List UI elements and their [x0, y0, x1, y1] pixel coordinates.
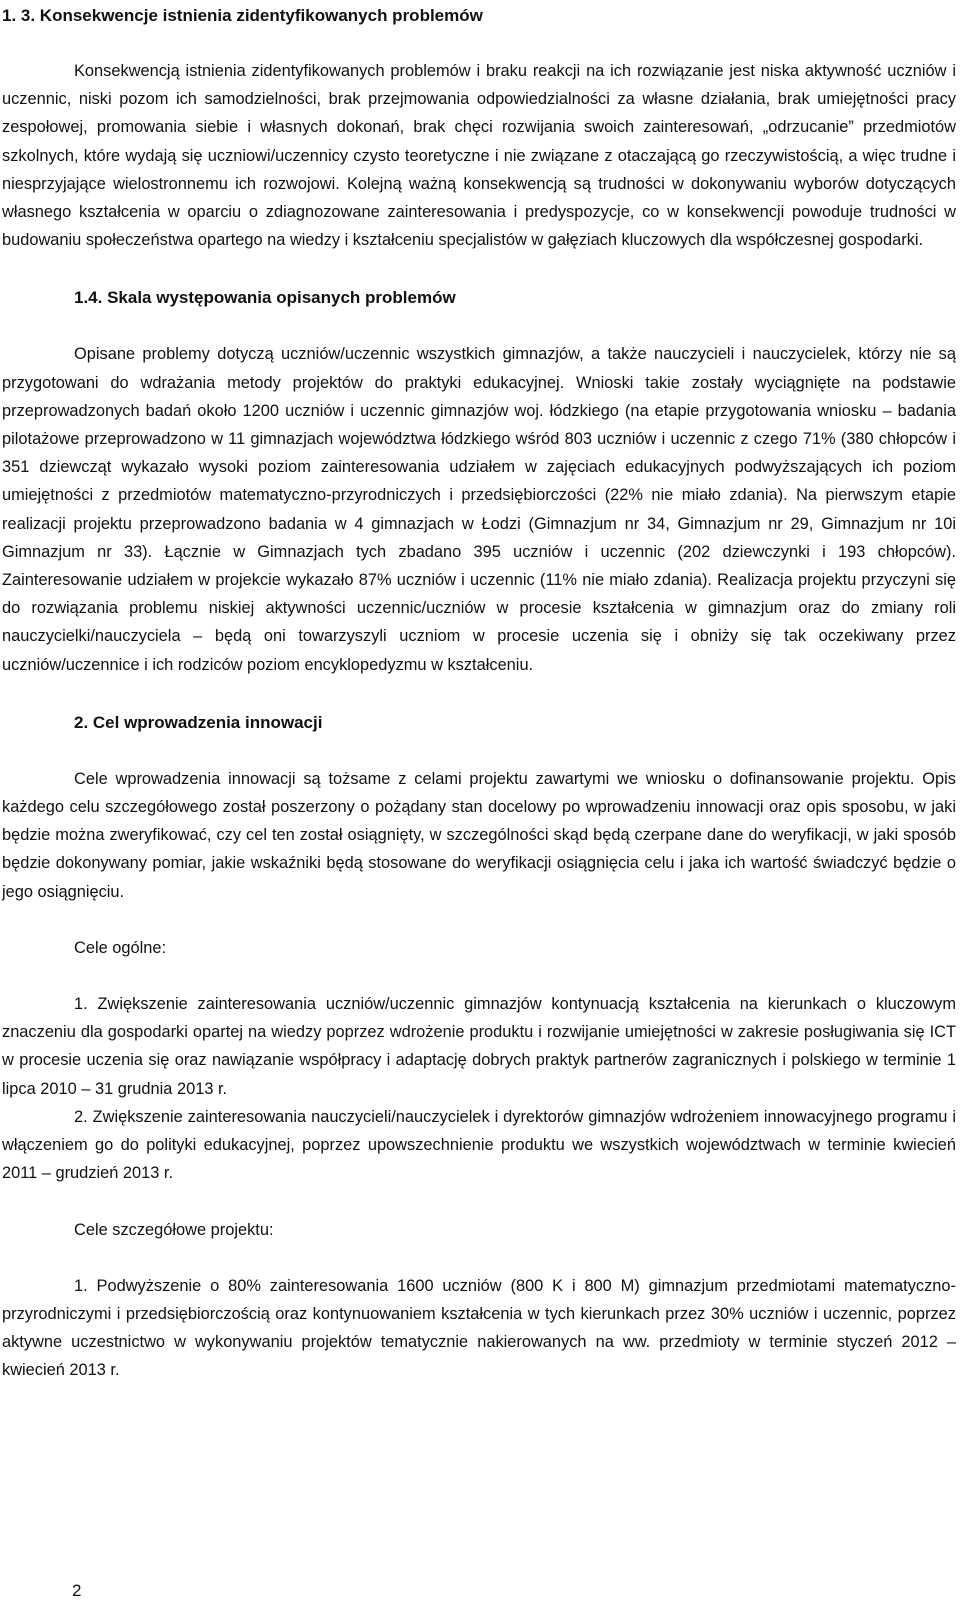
- section-paragraph-2: Cele wprowadzenia innowacji są tożsame z celami projektu zawartymi we wniosku o dofinansowanie projektu. Opis każdego celu szczegółowego został poszerzony o pożądany stan docelowy po wprowadzeniu innowacji oraz opis sposobu, w jaki będzie można zweryfikować, czy cel ten został osiągnięty, w szczególności skąd będą czerpane dane do weryfikacji, w jaki sposób będzie dokonywany pomiar, jakie wskaźniki będą stosowane do weryfikacji osiągnięcia celu i jaka ich wartość świadczyć będzie o jego osiągnięciu.: [2, 769, 956, 901]
- specific-goal-item-1: 1. Podwyższenie o 80% zainteresowania 1600 uczniów (800 K i 800 M) gimnazjum przedmiotami matematyczno-przyrodniczymi i przedsiębiorczością oraz kontynuowaniem kształcenia w tych kierunkach przez 30% uczniów i uczennic, poprzez aktywne uczestnictwo w wykonywaniu projektów tematycznie nakierowanych na ww. przedmioty w terminie styczeń 2012 – kwiecień 2013 r.: [2, 1276, 956, 1380]
- spacer: [2, 679, 956, 709]
- page-number: 2: [72, 1581, 82, 1600]
- spacer: [2, 1188, 956, 1216]
- document-content: [2, 0, 956, 1385]
- section-heading-1-4: 1.4. Skala występowania opisanych problemów: [74, 288, 456, 308]
- specific-goals-label: Cele szczegółowe projektu:: [74, 1220, 274, 1239]
- general-goal-item-1: 1. Zwiększenie zainteresowania uczniów/uczennic gimnazjów kontynuacją kształcenia na kierunkach o kluczowym znaczeniu dla gospodarki opartej na wiedzy poprzez wdrożenie produktu i rozwijanie umiejętności w zakresie posługiwania się ICT w procesie uczenia się oraz nawiązanie współpracy i adaptację dobrych praktyk partnerów zagranicznych i polskiego w terminie 1 lipca 2010 – 31 grudnia 2013 r.: [2, 995, 956, 1098]
- spacer: [2, 30, 956, 57]
- spacer: [2, 962, 956, 990]
- general-goal-item-2: 2. Zwiększenie zainteresowania nauczycieli/nauczycielek i dyrektorów gimnazjów wdrożeniem innowacyjnego programu i włączeniem go do polityki edukacyjnej, poprzez upowszechnienie produktu we wszystkich województwach w terminie kwiecień 2011 – grudzień 2013 r.: [2, 1107, 956, 1183]
- section-paragraph-1-3: Konsekwencją istnienia zidentyfikowanych problemów i braku reakcji na ich rozwiązanie jest niska aktywność uczniów i uczennic, niski pozom ich samodzielności, brak przejmowania odpowiedzialności za własne działania, brak umiejętności pracy zespołowej, promowania siebie i własnych dokonań, brak chęci rozwijania swoich zainteresowań, „odrzucanie” przedmiotów szkolnych, które wydają się uczniowi/uczennicy czysto teoretyczne i nie związane z otaczającą go rzeczywistością, a więc trudne i niesprzyjające wielostronnemu ich rozwojowi. Kolejną ważną konsekwencją są trudności w dokonywaniu wyborów dotyczących własnego kształcenia w oparciu o zdiagnozowane zainteresowania i predyspozycje, co w konsekwencji powoduje trudności w budowaniu społeczeństwa opartego na wiedzy i kształceniu specjalistów w gałęziach kluczowych dla współczesnej gospodarki.: [2, 62, 956, 250]
- section-heading-1-3: 1. 3. Konsekwencje istnienia zidentyfikowanych problemów: [2, 6, 483, 25]
- spacer: [2, 737, 956, 765]
- section-heading-2: 2. Cel wprowadzenia innowacji: [74, 712, 323, 732]
- spacer: [2, 312, 956, 340]
- spacer: [2, 1244, 956, 1272]
- section-paragraph-1-4: Opisane problemy dotyczą uczniów/uczennic wszystkich gimnazjów, a także nauczycieli i nauczycielek, którzy nie są przygotowani do wdrażania metody projektów do praktyki edukacyjnej. Wnioski takie zostały wyciągnięte na podstawie przeprowadzonych badań około 1200 uczniów i uczennic gimnazjów woj. łódzkiego (na etapie przygotowania wniosku – badania pilotażowe przeprowadzono w 11 gimnazjach województwa łódzkiego wśród 803 uczniów i uczennic z czego 71% (380 chłopców i 351 dziewcząt wykazało wysoki poziom zainteresowania udziałem w zajęciach edukacyjnych podwyższających ich poziom umiejętności z przedmiotów matematyczno-przyrodniczych i przedsiębiorczości (22% nie miało zdania). Na pierwszym etapie realizacji projektu przeprowadzono badania w 4 gimnazjach w Łodzi (Gimnazjum nr 34, Gimnazjum nr 29, Gimnazjum nr 10i Gimnazjum nr 33). Łącznie w Gimnazjach tych zbadano 395 uczniów i uczennic (202 dziewczynki i 193 chłopców). Zainteresowanie udziałem w projekcie wykazało 87% uczniów i uczennic (11% nie miało zdania). Realizacja projektu przyczyni się do rozwiązania problemu niskiej aktywności uczennic/uczniów w procesie kształcenia w gimnazjum oraz do zmiany roli nauczycielki/nauczyciela – będą oni towarzyszyli uczniom w procesie uczenia się i obniży się tak oczekiwany przez uczniów/uczennice i ich rodziców poziom encyklopedyzmu w kształceniu.: [2, 345, 956, 674]
- spacer: [2, 906, 956, 934]
- spacer: [2, 254, 956, 284]
- general-goals-label: Cele ogólne:: [74, 938, 167, 957]
